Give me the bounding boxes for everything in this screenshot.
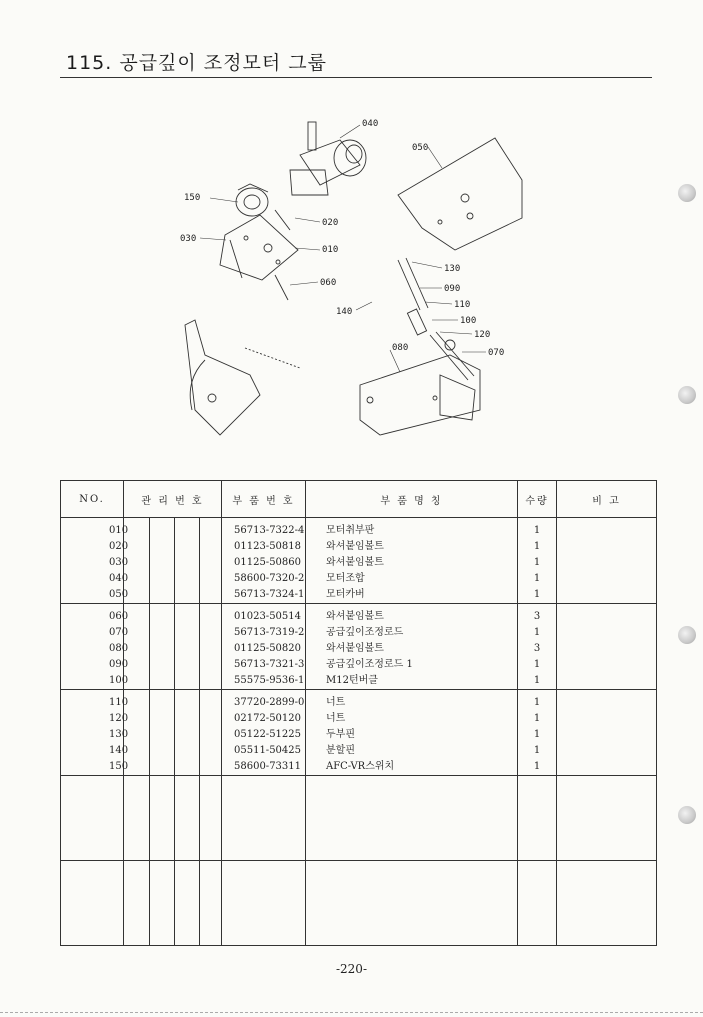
part-no-cell — [222, 776, 306, 861]
callout-label: 060 — [320, 278, 337, 288]
mgmt-sub-divider — [199, 690, 200, 775]
row-part-no: 02172-50120 — [234, 713, 302, 724]
mgmt-sub-divider — [174, 861, 175, 945]
binder-hole — [678, 184, 696, 202]
no-cell — [61, 861, 124, 946]
cell-lines — [518, 776, 556, 781]
parts-diagram — [150, 110, 550, 450]
row-name: 모터카버 — [326, 589, 365, 600]
cell-lines — [306, 604, 517, 689]
callout-label: 010 — [322, 245, 339, 255]
row-no: 020 — [109, 541, 129, 552]
mgmt-sub-divider — [174, 690, 175, 775]
mgmt-no-cell — [124, 604, 222, 690]
qty-cell — [518, 604, 557, 690]
row-name: AFC-VR스위치 — [326, 761, 395, 772]
header-mgmt-no: 관 리 번 호 — [124, 481, 222, 518]
mgmt-sub-divider — [149, 861, 150, 945]
callout-labels — [180, 119, 504, 358]
header-part-no: 부 품 번 호 — [222, 481, 306, 518]
row-part-no: 56713-7322-4 — [234, 525, 305, 536]
cell-lines — [61, 604, 129, 689]
callout-label: 030 — [180, 234, 197, 244]
row-qty: 1 — [533, 525, 541, 536]
cell-lines — [306, 518, 517, 603]
row-part-no: 56713-7324-1 — [234, 589, 305, 600]
cell-lines — [222, 776, 305, 781]
mgmt-no-cell — [124, 776, 222, 861]
mgmt-sub-divider — [149, 518, 150, 603]
cell-lines — [61, 776, 123, 781]
binder-hole — [678, 626, 696, 644]
row-name: 와셔붙임볼트 — [326, 541, 384, 552]
mgmt-no-cell — [124, 518, 222, 604]
row-qty: 1 — [533, 557, 541, 568]
row-no: 150 — [109, 761, 129, 772]
remarks-cell — [557, 690, 657, 776]
cell-lines — [306, 690, 517, 775]
cell-lines — [518, 690, 556, 775]
row-name: 공급깊이조정로드 1 — [326, 659, 413, 670]
part-no-cell — [222, 861, 306, 946]
cell-lines — [306, 861, 517, 866]
no-cell — [61, 776, 124, 861]
callout-label: 150 — [184, 193, 201, 203]
mgmt-no-cell — [124, 861, 222, 946]
mgmt-sub-divider — [149, 604, 150, 689]
row-qty: 1 — [533, 541, 541, 552]
page-edge — [0, 1012, 703, 1013]
table-row-group — [61, 861, 657, 946]
cell-lines — [61, 690, 129, 775]
callout-label: 040 — [362, 119, 379, 129]
row-no: 060 — [109, 611, 129, 622]
row-qty: 1 — [533, 745, 541, 756]
mgmt-sub-divider — [149, 690, 150, 775]
row-qty: 1 — [533, 761, 541, 772]
part-no-cell — [222, 690, 306, 776]
header-qty: 수량 — [518, 481, 557, 518]
row-name: 모터조합 — [326, 573, 365, 584]
row-part-no: 56713-7319-2 — [234, 627, 305, 638]
row-part-no: 01123-50818 — [234, 541, 302, 552]
qty-cell — [518, 861, 557, 946]
mgmt-sub-divider — [174, 518, 175, 603]
table-row-group — [61, 776, 657, 861]
part-name-cell — [306, 518, 518, 604]
table-header-row — [61, 481, 657, 518]
row-no: 080 — [109, 643, 129, 654]
cell-lines — [222, 861, 305, 866]
callout-label: 130 — [444, 264, 461, 274]
row-qty: 1 — [533, 659, 541, 670]
parts-table — [60, 480, 657, 946]
row-name: 너트 — [326, 697, 346, 708]
row-part-no: 01023-50514 — [234, 611, 302, 622]
remarks-cell — [557, 776, 657, 861]
callout-label: 120 — [474, 330, 491, 340]
callout-label: 080 — [392, 343, 409, 353]
header-no: NO. — [61, 481, 124, 518]
no-cell — [61, 604, 129, 690]
callout-label: 050 — [412, 143, 429, 153]
row-qty: 1 — [533, 573, 541, 584]
row-name: 모터취부판 — [326, 525, 375, 536]
mgmt-sub-divider — [174, 604, 175, 689]
cell-lines — [306, 776, 517, 781]
row-no: 010 — [109, 525, 129, 536]
row-no: 110 — [109, 697, 129, 708]
mgmt-sub-divider — [199, 861, 200, 945]
row-qty: 1 — [533, 729, 541, 740]
row-name: 공급깊이조정로드 — [326, 627, 404, 638]
row-part-no: 05122-51225 — [234, 729, 302, 740]
qty-cell — [518, 690, 557, 776]
mgmt-no-cell — [124, 690, 222, 776]
binder-hole — [678, 806, 696, 824]
row-part-no: 58600-73311 — [234, 761, 302, 772]
row-name: M12턴버클 — [326, 675, 378, 686]
row-no: 120 — [109, 713, 129, 724]
row-qty: 1 — [533, 713, 541, 724]
header-remarks: 비 고 — [557, 481, 657, 518]
row-part-no: 56713-7321-3 — [234, 659, 305, 670]
table-row-group — [61, 690, 657, 776]
row-no: 130 — [109, 729, 129, 740]
row-part-no: 05511-50425 — [234, 745, 302, 756]
row-qty: 1 — [533, 697, 541, 708]
part-no-cell — [222, 604, 306, 690]
mgmt-sub-divider — [199, 604, 200, 689]
row-name: 와셔붙임볼트 — [326, 557, 384, 568]
row-name: 너트 — [326, 713, 346, 724]
mgmt-sub-divider — [199, 776, 200, 860]
binder-hole — [678, 386, 696, 404]
callout-label: 070 — [488, 348, 505, 358]
callout-label: 110 — [454, 300, 471, 310]
callout-label: 020 — [322, 218, 339, 228]
row-no: 030 — [109, 557, 129, 568]
part-name-cell — [306, 776, 518, 861]
mgmt-sub-divider — [149, 776, 150, 860]
cell-lines — [61, 861, 123, 866]
row-no: 050 — [109, 589, 129, 600]
row-no: 100 — [109, 675, 129, 686]
part-no-cell — [222, 518, 306, 604]
callout-label: 100 — [460, 316, 477, 326]
page-title: 115. 공급깊이 조정모터 그룹 — [66, 52, 327, 74]
row-no: 090 — [109, 659, 129, 670]
row-name: 와셔붙임볼트 — [326, 611, 384, 622]
header-part-name: 부 품 명 칭 — [306, 481, 518, 518]
row-qty: 3 — [533, 611, 541, 622]
cell-lines — [61, 518, 129, 603]
row-part-no: 58600-7320-2 — [234, 573, 305, 584]
cell-lines — [518, 518, 556, 603]
callout-label: 090 — [444, 284, 461, 294]
page-number: -220- — [335, 962, 367, 976]
row-qty: 1 — [533, 589, 541, 600]
no-cell — [61, 518, 129, 604]
remarks-cell — [557, 518, 657, 604]
cell-lines — [222, 604, 305, 689]
title-rule — [60, 77, 652, 78]
part-name-cell — [306, 690, 518, 776]
table-row-group — [61, 518, 657, 604]
row-part-no: 37720-2899-0 — [234, 697, 305, 708]
row-name: 분할핀 — [326, 745, 355, 756]
part-name-cell — [306, 604, 518, 690]
row-no: 140 — [109, 745, 129, 756]
table-row-group — [61, 604, 657, 690]
row-part-no: 01125-50820 — [234, 643, 302, 654]
mgmt-sub-divider — [174, 776, 175, 860]
remarks-cell — [557, 604, 657, 690]
cell-lines — [518, 604, 556, 689]
part-name-cell — [306, 861, 518, 946]
callout-label: 140 — [336, 307, 353, 317]
cell-lines — [222, 690, 305, 775]
row-qty: 1 — [533, 675, 541, 686]
cell-lines — [518, 861, 556, 866]
row-name: 두부핀 — [326, 729, 355, 740]
cell-lines — [222, 518, 305, 603]
row-no: 040 — [109, 573, 129, 584]
row-name: 와셔붙임볼트 — [326, 643, 384, 654]
remarks-cell — [557, 861, 657, 946]
row-no: 070 — [109, 627, 129, 638]
no-cell — [61, 690, 129, 776]
row-qty: 3 — [533, 643, 541, 654]
row-part-no: 01125-50860 — [234, 557, 302, 568]
row-part-no: 55575-9536-1 — [234, 675, 305, 686]
qty-cell — [518, 518, 557, 604]
qty-cell — [518, 776, 557, 861]
mgmt-sub-divider — [199, 518, 200, 603]
row-qty: 1 — [533, 627, 541, 638]
